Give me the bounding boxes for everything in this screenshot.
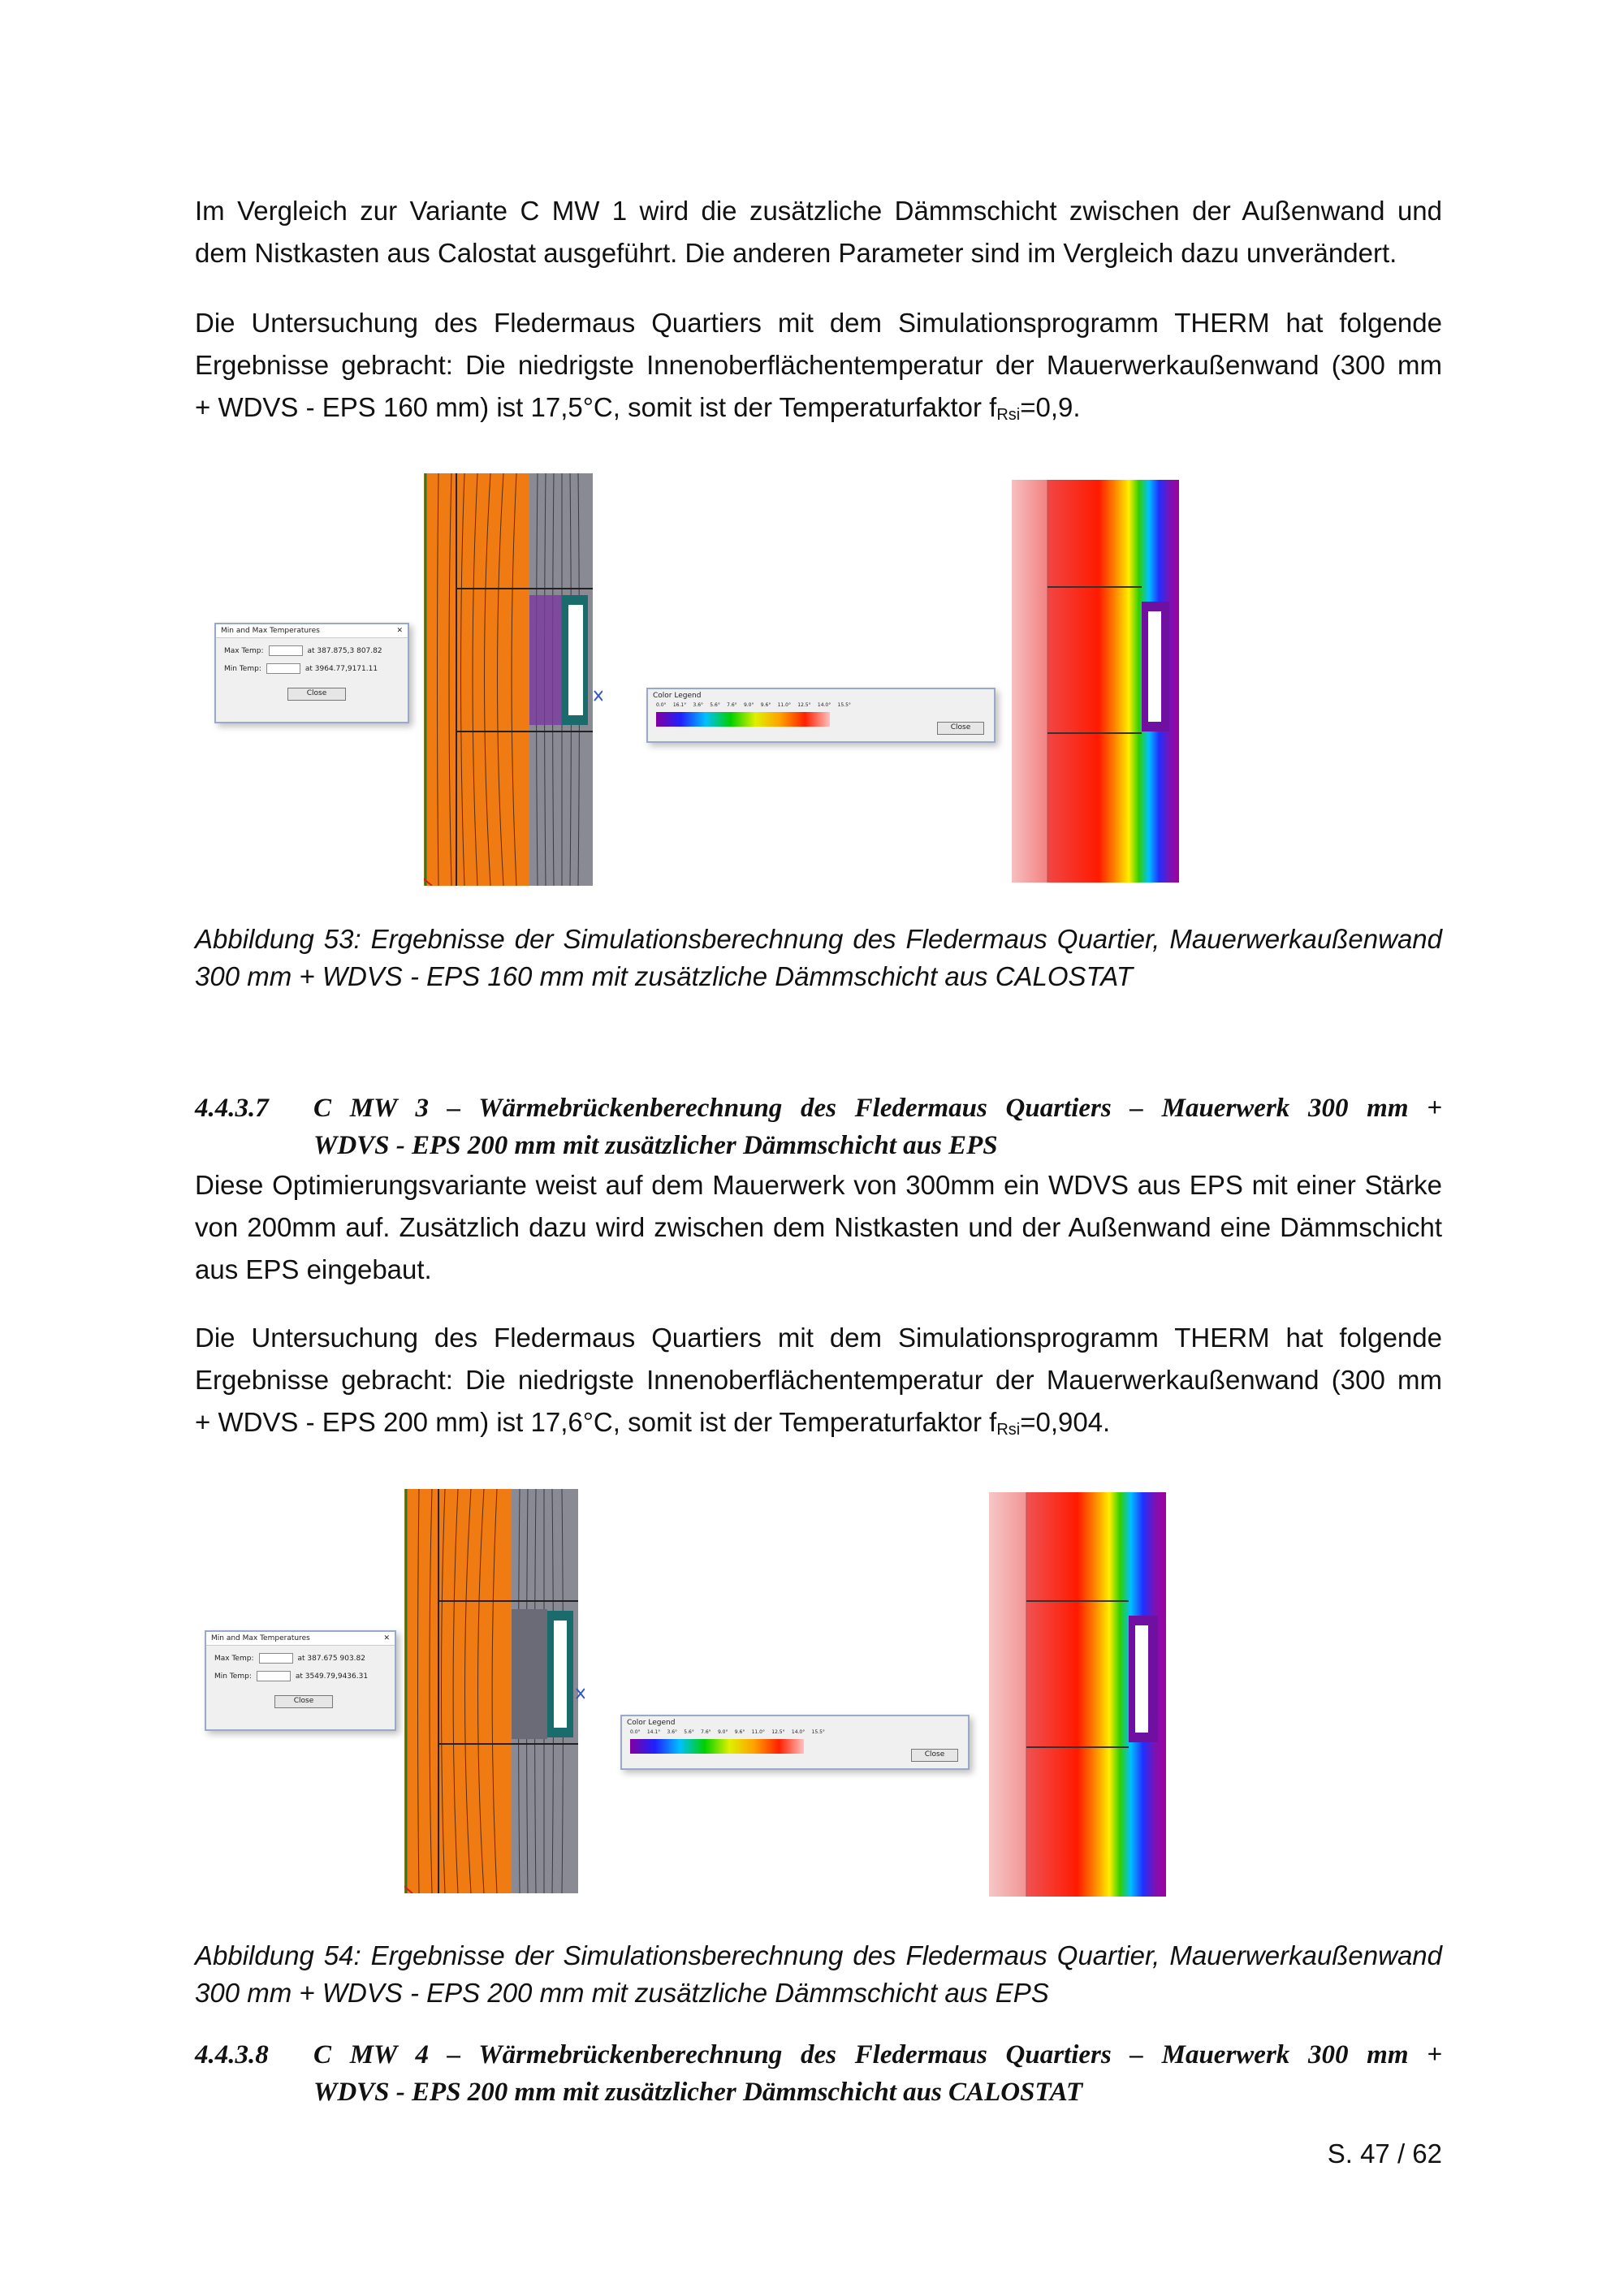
legend-ticks: 0.0° 16.1° 3.6° 5.6° 7.6° 9.0° 9.6° 11.0° 12.5° 14.0° 15.5° <box>656 702 851 708</box>
text-line: Diese Optimierungsvariante weist auf dem Mauerwerk von 300mm ein WDVS aus EPS mit einer Stärke <box>195 1170 1442 1200</box>
paragraph-therm-results-1 <box>195 302 1442 436</box>
min-max-temperature-dialog <box>214 623 409 723</box>
figure-53 <box>211 467 1186 889</box>
therm-geometry-view <box>424 473 603 886</box>
dialog-title: Color Legend <box>622 1716 968 1729</box>
text-line: Die Untersuchung des Fledermaus Quartiers mit dem Simulationsprogramm THERM hat folgende <box>195 1323 1442 1353</box>
max-temp-field[interactable] <box>259 1653 293 1664</box>
min-temp-location: 3549.79,9436.31 <box>304 1672 369 1681</box>
legend-ticks: 0.0° 14.1° 3.6° 5.6° 7.6° 9.0° 9.6° 11.0° 12.5° 14.0° 15.5° <box>630 1729 825 1735</box>
dialog-title: Color Legend <box>648 689 994 702</box>
color-gradient-bar <box>656 712 830 727</box>
max-temp-label: Max Temp: <box>214 1655 254 1663</box>
paragraph-intro <box>195 190 1442 274</box>
text-line: dem Nistkasten aus Calostat ausgeführt. Die anderen Parameter sind im Vergleich dazu unverändert. <box>195 238 1397 268</box>
section-number: 4.4.3.7 <box>195 1094 269 1123</box>
close-button[interactable]: Close <box>274 1695 333 1708</box>
isotherm-color-view <box>989 1492 1166 1897</box>
color-legend-dialog <box>646 688 996 743</box>
text-line: Ergebnisse gebracht: Die niedrigste Innenoberflächentemperatur der Mauerwerkaußenwand (300 mm <box>195 350 1442 380</box>
min-max-temperature-dialog <box>205 1630 396 1731</box>
at-label: at <box>295 1672 303 1681</box>
at-label: at <box>307 647 315 655</box>
text-line: + WDVS - EPS 200 mm) ist 17,6°C, somit ist der Temperaturfaktor $f_{Rsi}=0,904$. <box>195 1407 1111 1439</box>
text-line: Abbildung 53: Ergebnisse der Simulationsberechnung des Fledermaus Quartier, Mauerwerkaußenwand <box>195 924 1442 954</box>
section-heading-4-4-3-8 <box>195 2036 1442 2111</box>
section-heading-4-4-3-7 <box>195 1090 1442 1164</box>
masonry-layer <box>404 1489 512 1893</box>
heading-line: WDVS - EPS 200 mm mit zusätzlicher Dämmschicht aus CALOSTAT <box>313 2078 1083 2107</box>
dialog-title: Min and Max Temperatures <box>211 1634 310 1642</box>
color-legend-dialog <box>620 1715 970 1770</box>
calostat-insulation <box>529 595 562 725</box>
isotherm-color-view <box>1012 480 1179 883</box>
figure-54-caption <box>195 1937 1442 2012</box>
at-label: at <box>304 665 313 673</box>
at-label: at <box>297 1655 305 1663</box>
text-line: 300 mm + WDVS - EPS 200 mm mit zusätzliche Dämmschicht aus EPS <box>195 1978 1049 2008</box>
close-icon[interactable]: ✕ <box>396 627 403 635</box>
section-number: 4.4.3.8 <box>195 2040 269 2069</box>
text-line: + WDVS - EPS 160 mm) ist 17,5°C, somit ist der Temperaturfaktor $f_{Rsi}=0,9$. <box>195 392 1081 424</box>
max-temp-location: 387.675 903.82 <box>307 1655 365 1663</box>
heading-line: C MW 3 – Wärmebrückenberechnung des Fledermaus Quartiers – Mauerwerk 300 mm + <box>313 1094 1442 1123</box>
min-temp-label: Min Temp: <box>214 1672 252 1681</box>
min-temp-field[interactable] <box>257 1671 291 1681</box>
close-icon[interactable]: ✕ <box>383 1634 390 1642</box>
min-temp-location: 3964.77,9171.11 <box>314 665 378 673</box>
max-temp-field[interactable] <box>269 645 303 656</box>
max-temp-label: Max Temp: <box>224 647 264 655</box>
min-temp-field[interactable] <box>266 663 300 674</box>
text-line: Abbildung 54: Ergebnisse der Simulationsberechnung des Fledermaus Quartier, Mauerwerkaußenwand <box>195 1940 1442 1970</box>
heading-line: WDVS - EPS 200 mm mit zusätzlicher Dämmschicht aus EPS <box>313 1131 998 1160</box>
paragraph-therm-results-2 <box>195 1317 1442 1451</box>
figure-54 <box>201 1484 1176 1906</box>
close-button[interactable]: Close <box>911 1749 958 1762</box>
paragraph-variant-description <box>195 1164 1442 1291</box>
close-button[interactable]: Close <box>287 688 346 701</box>
dialog-title: Min and Max Temperatures <box>221 627 320 635</box>
text-line: aus EPS eingebaut. <box>195 1254 432 1284</box>
therm-geometry-view <box>404 1489 585 1893</box>
max-temp-location: 387.875,3 807.82 <box>317 647 382 655</box>
page-number: S. 47 / 62 <box>1327 2138 1442 2169</box>
text-line: 300 mm + WDVS - EPS 160 mm mit zusätzliche Dämmschicht aus CALOSTAT <box>195 961 1133 991</box>
min-temp-label: Min Temp: <box>224 665 261 673</box>
figure-53-caption <box>195 921 1442 995</box>
text-line: Ergebnisse gebracht: Die niedrigste Innenoberflächentemperatur der Mauerwerkaußenwand (300 mm <box>195 1365 1442 1395</box>
text-line: Die Untersuchung des Fledermaus Quartiers mit dem Simulationsprogramm THERM hat folgende <box>195 308 1442 338</box>
text-line: Im Vergleich zur Variante C MW 1 wird die zusätzliche Dämmschicht zwischen der Außenwand und <box>195 196 1442 226</box>
eps-insulation <box>512 1609 547 1739</box>
text-line: von 200mm auf. Zusätzlich dazu wird zwischen dem Nistkasten und der Außenwand eine Dämmschicht <box>195 1212 1442 1242</box>
color-gradient-bar <box>630 1739 804 1754</box>
close-button[interactable]: Close <box>937 722 984 735</box>
heading-line: C MW 4 – Wärmebrückenberechnung des Fledermaus Quartiers – Mauerwerk 300 mm + <box>313 2040 1442 2069</box>
